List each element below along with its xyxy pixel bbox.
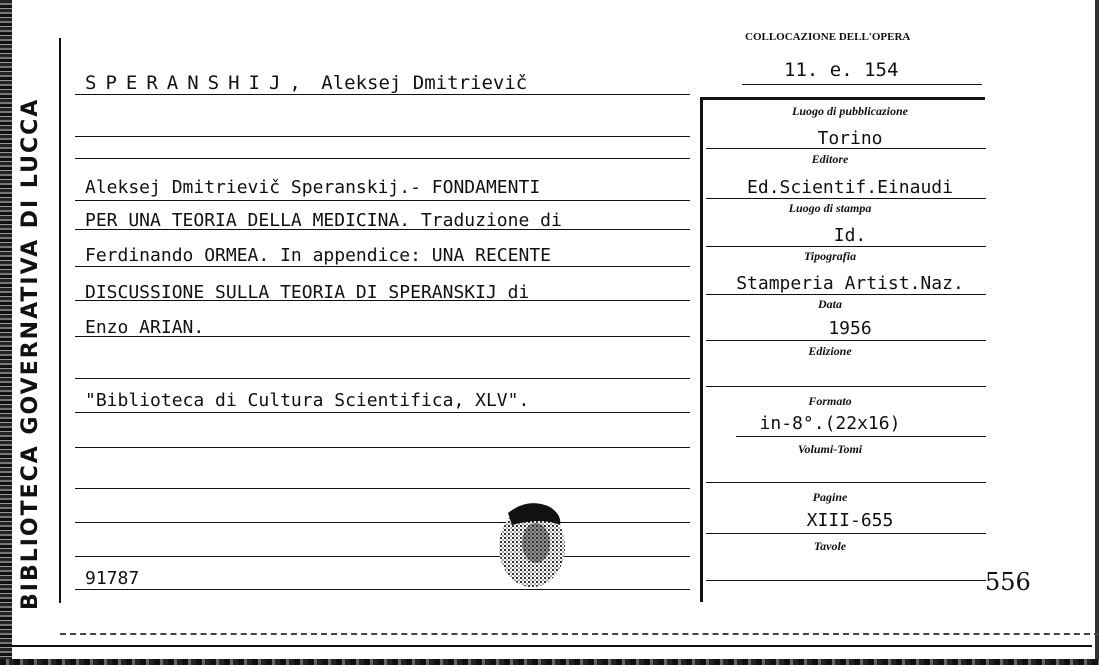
field-rule-6 — [706, 386, 986, 387]
description-line-3: Ferdinando ORMEA. In appendice: UNA RECENTE — [85, 245, 551, 266]
margin-line — [59, 38, 61, 603]
field-label-tipografia: Tipografia — [803, 249, 857, 263]
field-value-formato: in-8°.(22x16) — [759, 413, 901, 434]
field-rule-3 — [706, 246, 986, 247]
rule-2 — [75, 158, 690, 159]
rule-8 — [75, 378, 690, 379]
rule-9 — [75, 412, 690, 413]
inventory-number: 91787 — [85, 568, 140, 589]
field-value-data: 1956 — [828, 318, 872, 339]
series-statement: "Biblioteca di Cultura Scientifica, XLV". — [85, 390, 530, 411]
field-rule-8 — [706, 482, 986, 483]
field-rule-5 — [706, 340, 986, 341]
collocazione-label: COLLOCAZIONE DELL'OPERA — [745, 31, 911, 43]
field-label-volumi-tomi: Volumi-Tomi — [797, 442, 863, 456]
rule-14 — [75, 589, 690, 590]
field-value-editore: Ed.Scientif.Einaudi — [747, 177, 953, 198]
details-box-top — [700, 97, 985, 100]
rule-3 — [75, 200, 690, 201]
author-surname: SPERANSHIJ, — [85, 72, 310, 94]
field-label-editore: Editore — [811, 152, 849, 166]
field-rule-7 — [736, 436, 986, 437]
field-label-luogo-pubblicazione: Luogo di pubblicazione — [791, 104, 908, 118]
field-rule-2 — [706, 198, 986, 199]
field-label-edizione: Edizione — [808, 344, 852, 358]
field-label-formato: Formato — [808, 394, 852, 408]
bottom-rule — [12, 645, 1092, 647]
rule-13 — [75, 556, 690, 557]
rule-1 — [75, 136, 690, 137]
field-label-luogo-stampa: Luogo di stampa — [788, 201, 872, 215]
card-left-edge — [0, 0, 12, 665]
bottom-dashed-line — [60, 633, 1099, 635]
field-label-tavole: Tavole — [813, 539, 847, 553]
field-label-pagine: Pagine — [812, 490, 848, 504]
field-value-tipografia: Stamperia Artist.Naz. — [736, 273, 964, 294]
description-line-5: Enzo ARIAN. — [85, 317, 205, 338]
collocazione-rule — [742, 84, 982, 85]
rule-12 — [75, 522, 690, 523]
description-line-2: PER UNA TEORIA DELLA MEDICINA. Traduzione di — [85, 210, 562, 231]
field-value-luogo-pubblicazione: Torino — [817, 128, 883, 149]
field-value-pagine: XIII-655 — [806, 510, 894, 531]
collocazione-value: 11. e. 154 — [784, 59, 899, 81]
card-bottom-edge — [0, 659, 1099, 665]
card-right-edge — [1095, 0, 1099, 665]
description-line-4: DISCUSSIONE SULLA TEORIA DI SPERANSKIJ di — [85, 282, 530, 303]
field-rule-4 — [706, 294, 986, 295]
field-value-luogo-stampa: Id. — [833, 225, 867, 246]
field-label-data: Data — [818, 297, 842, 311]
author-given-name: Aleksej Dmitrievič — [321, 72, 528, 94]
heading-rule — [75, 94, 690, 95]
field-rule-1 — [706, 148, 986, 149]
handwritten-mark: 556 — [985, 568, 1031, 596]
description-line-1: Aleksej Dmitrievič Speranskij.- FONDAMENTI — [85, 177, 541, 198]
library-stamp — [488, 497, 568, 589]
field-rule-10 — [706, 580, 986, 581]
rule-11 — [75, 488, 690, 489]
rule-5 — [75, 266, 690, 267]
field-rule-9 — [706, 533, 986, 534]
details-box-border — [700, 97, 703, 602]
library-spine-label: BIBLIOTECA GOVERNATIVA DI LUCCA — [18, 97, 43, 610]
rule-10 — [75, 447, 690, 448]
author-heading — [85, 72, 527, 94]
